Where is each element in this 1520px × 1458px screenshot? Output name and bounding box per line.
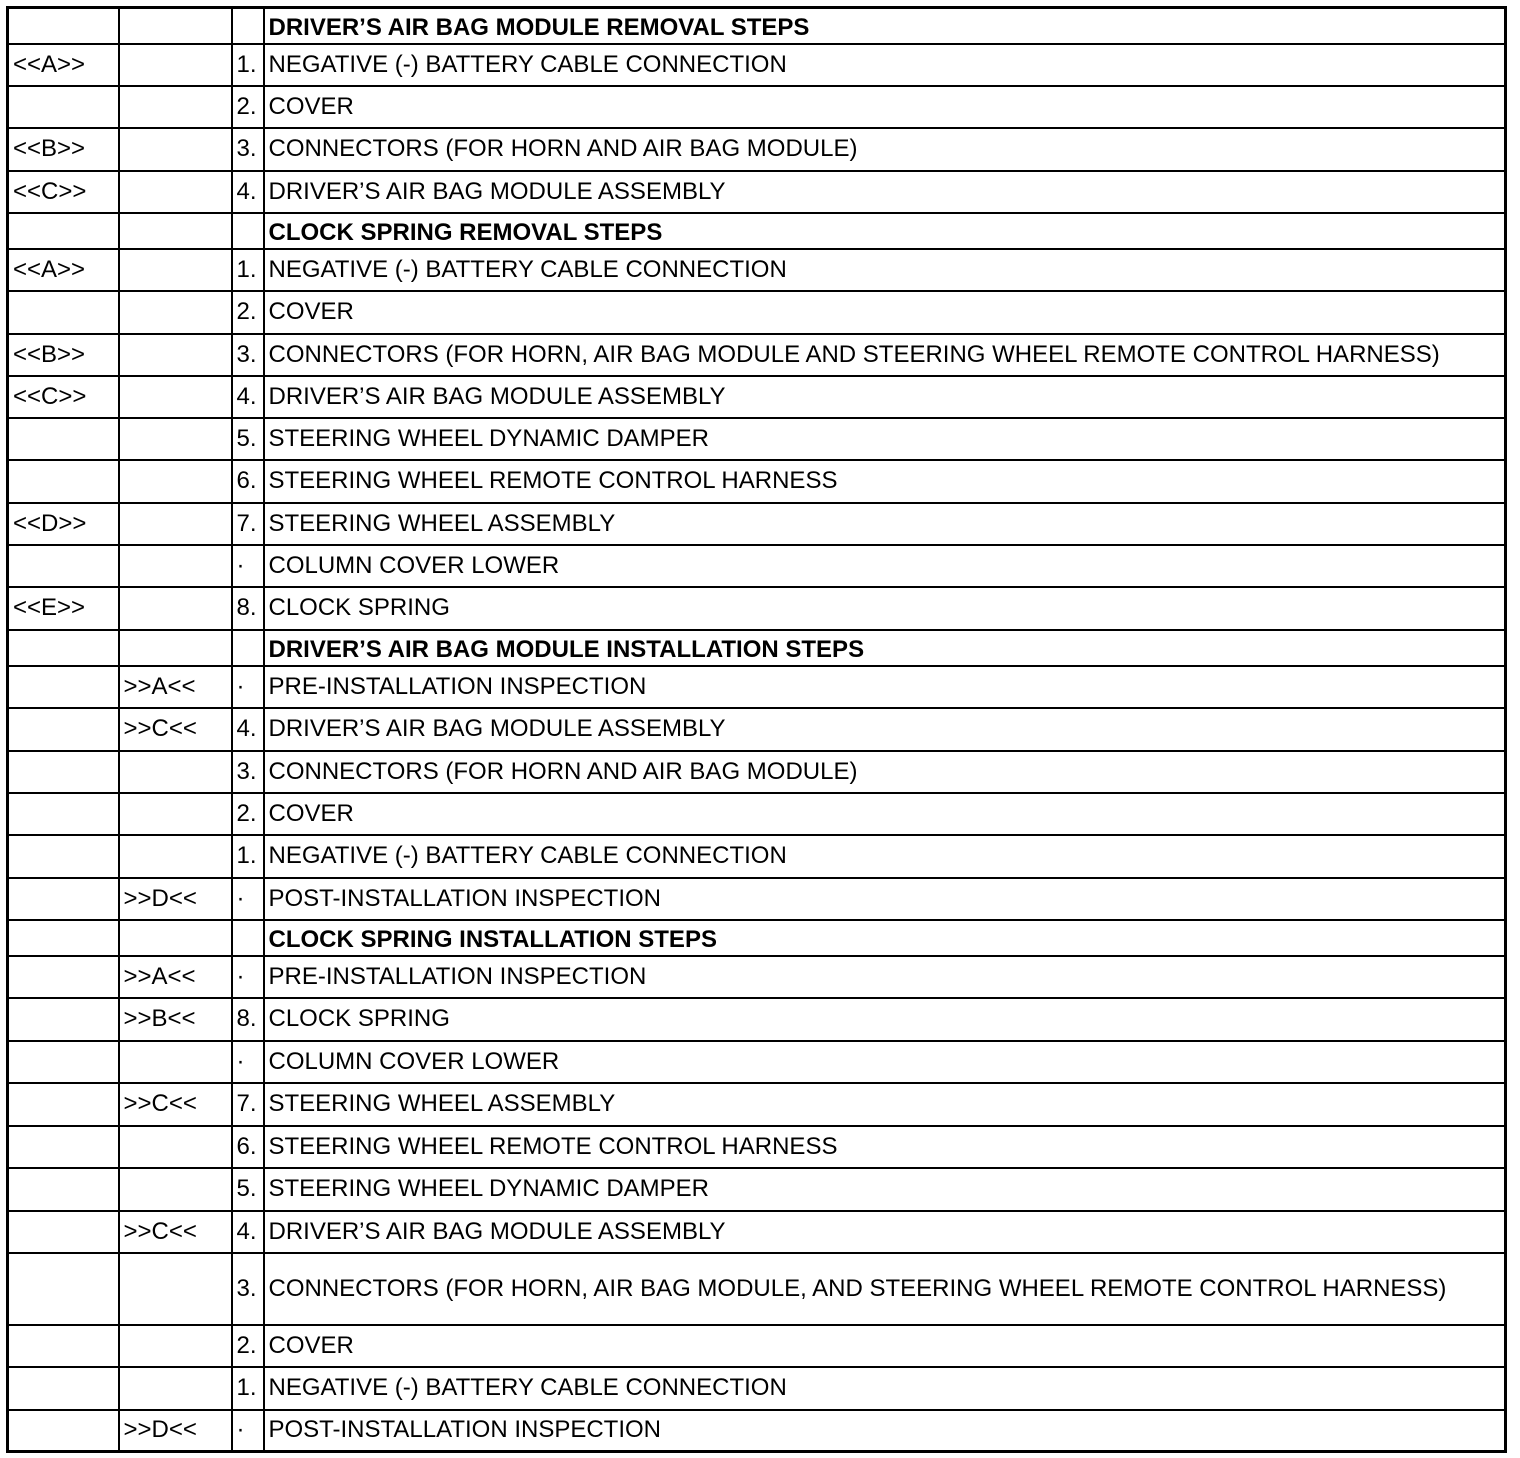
step-description-cell: COVER (264, 291, 1506, 334)
table-row (8, 1083, 1506, 1126)
step-description-cell: NEGATIVE (-) BATTERY CABLE CONNECTION (264, 44, 1506, 86)
installation-ref-cell (119, 171, 232, 213)
installation-ref-cell: >>C<< (119, 708, 232, 751)
removal-ref-cell (8, 460, 119, 503)
installation-ref-cell (119, 460, 232, 503)
step-number-cell: 3. (232, 128, 264, 171)
installation-ref-cell (119, 128, 232, 171)
section-heading-row (8, 920, 1506, 956)
installation-ref-cell: >>C<< (119, 1211, 232, 1253)
installation-ref-cell (119, 291, 232, 334)
removal-ref-cell (8, 291, 119, 334)
installation-ref-cell (119, 334, 232, 376)
installation-ref-cell (119, 1041, 232, 1083)
step-number-cell: 4. (232, 1211, 264, 1253)
step-number-cell: 5. (232, 1168, 264, 1211)
removal-ref-cell (8, 1367, 119, 1410)
removal-ref-cell (8, 708, 119, 751)
step-number-cell: · (232, 878, 264, 920)
removal-ref-cell (8, 1410, 119, 1452)
removal-ref-cell (8, 956, 119, 998)
step-number-cell: 6. (232, 1126, 264, 1168)
step-description-cell: CONNECTORS (FOR HORN, AIR BAG MODULE AND STEERING WHEEL REMOTE CONTROL HARNESS) (264, 334, 1506, 376)
step-description-cell: STEERING WHEEL REMOTE CONTROL HARNESS (264, 1126, 1506, 1168)
installation-ref-cell: >>C<< (119, 1083, 232, 1126)
table-row (8, 418, 1506, 460)
step-description-cell: DRIVER’S AIR BAG MODULE ASSEMBLY (264, 171, 1506, 213)
installation-ref-cell (119, 376, 232, 418)
table-row (8, 1211, 1506, 1253)
removal-ref-cell (8, 418, 119, 460)
step-number-cell: · (232, 666, 264, 708)
section-heading-row (8, 213, 1506, 249)
section-heading-row (8, 630, 1506, 666)
step-number-cell: 3. (232, 751, 264, 793)
installation-ref-cell (119, 751, 232, 793)
step-description-cell: POST-INSTALLATION INSPECTION (264, 878, 1506, 920)
removal-ref-cell (8, 8, 119, 44)
installation-ref-cell (119, 249, 232, 291)
table-row (8, 793, 1506, 835)
removal-ref-cell (8, 835, 119, 878)
table-row (8, 1253, 1506, 1325)
step-description-cell: NEGATIVE (-) BATTERY CABLE CONNECTION (264, 249, 1506, 291)
table-row (8, 1168, 1506, 1211)
step-description-cell: NEGATIVE (-) BATTERY CABLE CONNECTION (264, 835, 1506, 878)
removal-ref-cell (8, 1211, 119, 1253)
step-number-cell: 8. (232, 587, 264, 630)
step-number-cell: 1. (232, 835, 264, 878)
table-row (8, 878, 1506, 920)
removal-ref-cell (8, 86, 119, 128)
step-description-cell: COVER (264, 793, 1506, 835)
removal-ref-cell (8, 1126, 119, 1168)
installation-ref-cell (119, 920, 232, 956)
step-number-cell: 4. (232, 171, 264, 213)
step-number-cell: 2. (232, 291, 264, 334)
table-row (8, 44, 1506, 86)
removal-ref-cell: <<A>> (8, 44, 119, 86)
section-heading-row (8, 8, 1506, 44)
table-row (8, 1126, 1506, 1168)
removal-ref-cell (8, 1325, 119, 1367)
step-description-cell: PRE-INSTALLATION INSPECTION (264, 666, 1506, 708)
removal-ref-cell (8, 998, 119, 1041)
installation-ref-cell (119, 503, 232, 545)
installation-ref-cell (119, 1126, 232, 1168)
removal-ref-cell (8, 1041, 119, 1083)
table-row (8, 460, 1506, 503)
step-number-cell: 7. (232, 503, 264, 545)
removal-ref-cell (8, 1083, 119, 1126)
step-number-cell (232, 213, 264, 249)
step-number-cell: 1. (232, 249, 264, 291)
installation-ref-cell (119, 793, 232, 835)
installation-ref-cell: >>A<< (119, 666, 232, 708)
table-row (8, 1410, 1506, 1452)
step-number-cell: 1. (232, 44, 264, 86)
step-description-cell: DRIVER’S AIR BAG MODULE ASSEMBLY (264, 376, 1506, 418)
installation-ref-cell: >>B<< (119, 998, 232, 1041)
table-row (8, 1325, 1506, 1367)
table-row (8, 1367, 1506, 1410)
step-number-cell: 4. (232, 376, 264, 418)
step-number-cell: 2. (232, 1325, 264, 1367)
table-row (8, 334, 1506, 376)
removal-ref-cell (8, 751, 119, 793)
installation-ref-cell (119, 418, 232, 460)
table-row (8, 751, 1506, 793)
table-row (8, 956, 1506, 998)
table-row (8, 835, 1506, 878)
step-description-cell: CLOCK SPRING (264, 998, 1506, 1041)
step-number-cell: 3. (232, 334, 264, 376)
table-row (8, 291, 1506, 334)
step-number-cell: 2. (232, 86, 264, 128)
step-number-cell: · (232, 1041, 264, 1083)
removal-ref-cell: <<E>> (8, 587, 119, 630)
step-description-cell: POST-INSTALLATION INSPECTION (264, 1410, 1506, 1452)
installation-ref-cell (119, 1325, 232, 1367)
installation-ref-cell (119, 44, 232, 86)
table-row (8, 128, 1506, 171)
step-description-cell: COVER (264, 86, 1506, 128)
step-description-cell: STEERING WHEEL ASSEMBLY (264, 503, 1506, 545)
step-number-cell: 1. (232, 1367, 264, 1410)
step-description-cell: CONNECTORS (FOR HORN, AIR BAG MODULE, AND STEERING WHEEL REMOTE CONTROL HARNESS) (264, 1253, 1506, 1325)
step-description-cell: DRIVER’S AIR BAG MODULE ASSEMBLY (264, 708, 1506, 751)
section-heading: CLOCK SPRING INSTALLATION STEPS (264, 920, 1506, 956)
removal-ref-cell (8, 666, 119, 708)
installation-ref-cell (119, 86, 232, 128)
step-description-cell: NEGATIVE (-) BATTERY CABLE CONNECTION (264, 1367, 1506, 1410)
section-heading: CLOCK SPRING REMOVAL STEPS (264, 213, 1506, 249)
removal-ref-cell (8, 213, 119, 249)
removal-ref-cell (8, 920, 119, 956)
removal-ref-cell: <<C>> (8, 171, 119, 213)
installation-ref-cell: >>A<< (119, 956, 232, 998)
removal-ref-cell (8, 1253, 119, 1325)
step-number-cell: · (232, 956, 264, 998)
installation-ref-cell (119, 630, 232, 666)
installation-ref-cell (119, 1253, 232, 1325)
table-row (8, 1041, 1506, 1083)
removal-ref-cell: <<D>> (8, 503, 119, 545)
step-number-cell: · (232, 545, 264, 587)
table-row (8, 587, 1506, 630)
step-number-cell (232, 8, 264, 44)
installation-ref-cell (119, 1168, 232, 1211)
table-row (8, 666, 1506, 708)
installation-ref-cell (119, 835, 232, 878)
installation-ref-cell: >>D<< (119, 1410, 232, 1452)
steps-table-body (8, 8, 1506, 1452)
step-description-cell: PRE-INSTALLATION INSPECTION (264, 956, 1506, 998)
step-description-cell: COLUMN COVER LOWER (264, 545, 1506, 587)
section-heading: DRIVER’S AIR BAG MODULE INSTALLATION STEPS (264, 630, 1506, 666)
step-description-cell: CONNECTORS (FOR HORN AND AIR BAG MODULE) (264, 751, 1506, 793)
step-description-cell: STEERING WHEEL DYNAMIC DAMPER (264, 418, 1506, 460)
removal-ref-cell (8, 878, 119, 920)
removal-ref-cell: <<B>> (8, 128, 119, 171)
table-row (8, 376, 1506, 418)
removal-ref-cell: <<C>> (8, 376, 119, 418)
step-number-cell: 8. (232, 998, 264, 1041)
installation-ref-cell (119, 587, 232, 630)
step-description-cell: STEERING WHEEL REMOTE CONTROL HARNESS (264, 460, 1506, 503)
table-row (8, 503, 1506, 545)
table-row (8, 171, 1506, 213)
installation-ref-cell: >>D<< (119, 878, 232, 920)
table-row (8, 998, 1506, 1041)
removal-ref-cell (8, 793, 119, 835)
installation-ref-cell (119, 1367, 232, 1410)
step-number-cell: 2. (232, 793, 264, 835)
removal-ref-cell (8, 1168, 119, 1211)
step-description-cell: STEERING WHEEL ASSEMBLY (264, 1083, 1506, 1126)
table-row (8, 86, 1506, 128)
step-number-cell: 3. (232, 1253, 264, 1325)
removal-ref-cell: <<B>> (8, 334, 119, 376)
step-number-cell: 5. (232, 418, 264, 460)
step-number-cell (232, 630, 264, 666)
step-number-cell: · (232, 1410, 264, 1452)
section-heading: DRIVER’S AIR BAG MODULE REMOVAL STEPS (264, 8, 1506, 44)
table-row (8, 708, 1506, 751)
installation-ref-cell (119, 545, 232, 587)
step-description-cell: COVER (264, 1325, 1506, 1367)
table-row (8, 545, 1506, 587)
removal-ref-cell (8, 630, 119, 666)
step-number-cell: 6. (232, 460, 264, 503)
step-description-cell: DRIVER’S AIR BAG MODULE ASSEMBLY (264, 1211, 1506, 1253)
step-description-cell: COLUMN COVER LOWER (264, 1041, 1506, 1083)
step-description-cell: CONNECTORS (FOR HORN AND AIR BAG MODULE) (264, 128, 1506, 171)
step-description-cell: STEERING WHEEL DYNAMIC DAMPER (264, 1168, 1506, 1211)
procedure-steps-table (6, 6, 1507, 1453)
removal-ref-cell: <<A>> (8, 249, 119, 291)
step-description-cell: CLOCK SPRING (264, 587, 1506, 630)
table-row (8, 249, 1506, 291)
step-number-cell (232, 920, 264, 956)
removal-ref-cell (8, 545, 119, 587)
step-number-cell: 7. (232, 1083, 264, 1126)
installation-ref-cell (119, 8, 232, 44)
step-number-cell: 4. (232, 708, 264, 751)
installation-ref-cell (119, 213, 232, 249)
